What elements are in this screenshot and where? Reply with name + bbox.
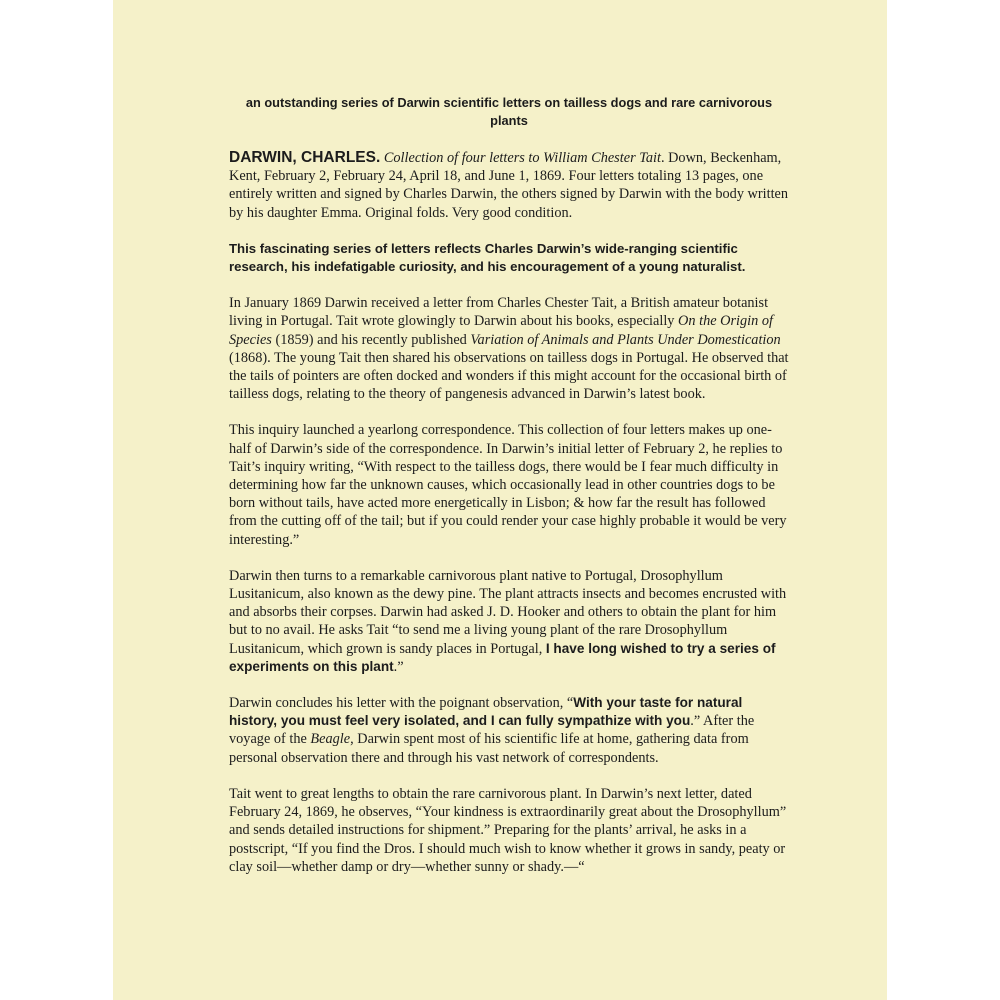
paragraph-1	[229, 294, 789, 403]
para1-text-3: (1868). The young Tait then shared his observations on tailless dogs in Portugal. He observed that the tails of pointers are often docked and wonders if this might account for the occasional birth of tailless dogs, relating to the theory of pangenesis advanced in Darwin’s latest book.	[229, 349, 789, 403]
para1-text-2: (1859) and his recently published	[271, 331, 471, 348]
headline: an outstanding series of Darwin scientific letters on tailless dogs and rare carnivorous plants	[245, 95, 773, 128]
para3-text-1: Darwin then turns to a remarkable carnivorous plant native to Portugal, Drosophyllum Lusitanicum, also known as the dewy pine. The plant attracts insects and becomes encrusted with and absorbs their corpses. Darwin had asked J. D. Hooker and others to obtain the plant for him but to no avail. He asks Tait “to send me a living young plant of the rare Drosophyllum Lusitanicum, which grown is sandy places in Portugal,	[229, 567, 787, 657]
entry-details: . Down, Beckenham, Kent, February 2, February 24, April 18, and June 1, 1869. Four letters totaling 13 pages, one entirely written and signed by Charles Darwin, the others signed by Darwin with the body written by his daughter Emma. Original folds. Very good condition.	[229, 150, 789, 221]
entry-author: DARWIN, CHARLES.	[229, 149, 381, 166]
para4-text-2: .” After the voyage of the	[229, 713, 755, 748]
book-title-variation: Variation of Animals and Plants Under Domestication	[470, 331, 781, 348]
paragraph-5: Tait went to great lengths to obtain the rare carnivorous plant. In Darwin’s next letter, dated February 24, 1869, he observes, “Your kindness is extraordinarily great about the Drosophyllum” and sends detailed instructions for shipment.” Preparing for the plants’ arrival, he asks in a postscript, “If you find the Dros. I should much wish to know whether it grows in sandy, peaty or clay soil—whether damp or dry—whether sunny or shady.—“	[229, 785, 787, 875]
catalog-entry	[229, 149, 789, 222]
para4-text-1: Darwin concludes his letter with the poignant observation, “	[229, 695, 574, 712]
paragraph-2: This inquiry launched a yearlong correspondence. This collection of four letters makes up one-half of Darwin’s side of the correspondence. In Darwin’s initial letter of February 2, he replies to Tait’s inquiry writing, “With respect to the tailless dogs, there would be I fear much difficulty in determining how far the unknown causes, which occasionally lead in other countries dogs to be born without tails, have acted more energetically in Lisbon; & how far the result has followed from the cutting off of the tail; but if you could render your case highly probable it would be very interesting.”	[229, 422, 787, 548]
entry-title: Collection of four letters to William Chester Tait	[383, 150, 661, 166]
ship-name-beagle: Beagle	[310, 731, 351, 748]
para4-bold-quote: With your taste for natural history, you must feel very isolated, and I can fully sympathize with you	[229, 695, 743, 729]
para3-text-2: .”	[393, 658, 404, 675]
paragraph-3	[229, 567, 789, 676]
book-title-origin: On the Origin of Species	[229, 313, 773, 348]
para4-text-3: , Darwin spent most of his scientific life at home, gathering data from personal observation there and through his vast network of correspondents.	[229, 731, 749, 766]
document-body	[229, 94, 789, 894]
para3-bold-quote: I have long wished to try a series of experiments on this plant	[229, 640, 776, 674]
paragraph-4	[229, 694, 789, 767]
lead-paragraph: This fascinating series of letters reflects Charles Darwin’s wide-ranging scientific research, his indefatigable curiosity, and his encouragement of a young naturalist.	[229, 240, 746, 275]
para1-text-1: In January 1869 Darwin received a letter from Charles Chester Tait, a British amateur botanist living in Portugal. Tait wrote glowingly to Darwin about his books, especially	[229, 295, 769, 330]
